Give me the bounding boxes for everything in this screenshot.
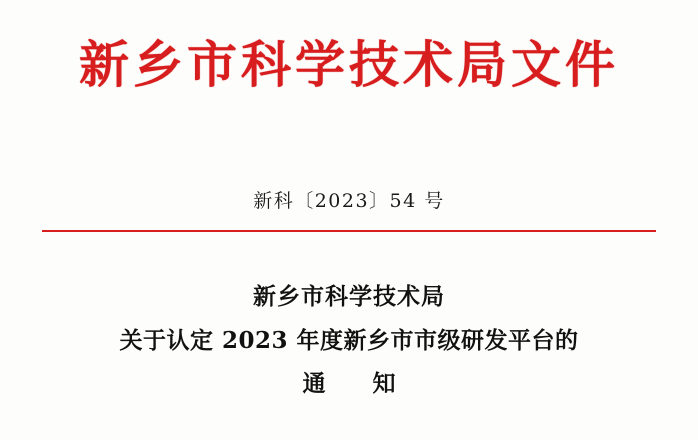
red-divider-rule (42, 230, 656, 232)
notice-title-line-2: 关于认定 2023 年度新乡市市级研发平台的 (119, 326, 579, 354)
notice-title-line-1: 新乡市科学技术局 (253, 283, 445, 310)
notice-title-line-3: 通 知 (302, 370, 408, 398)
document-serial-number: 新科〔2023〕54 号 (253, 190, 445, 212)
document-masthead-title: 新乡市科学技术局文件 (79, 35, 619, 94)
notice-title-block (0, 275, 698, 406)
